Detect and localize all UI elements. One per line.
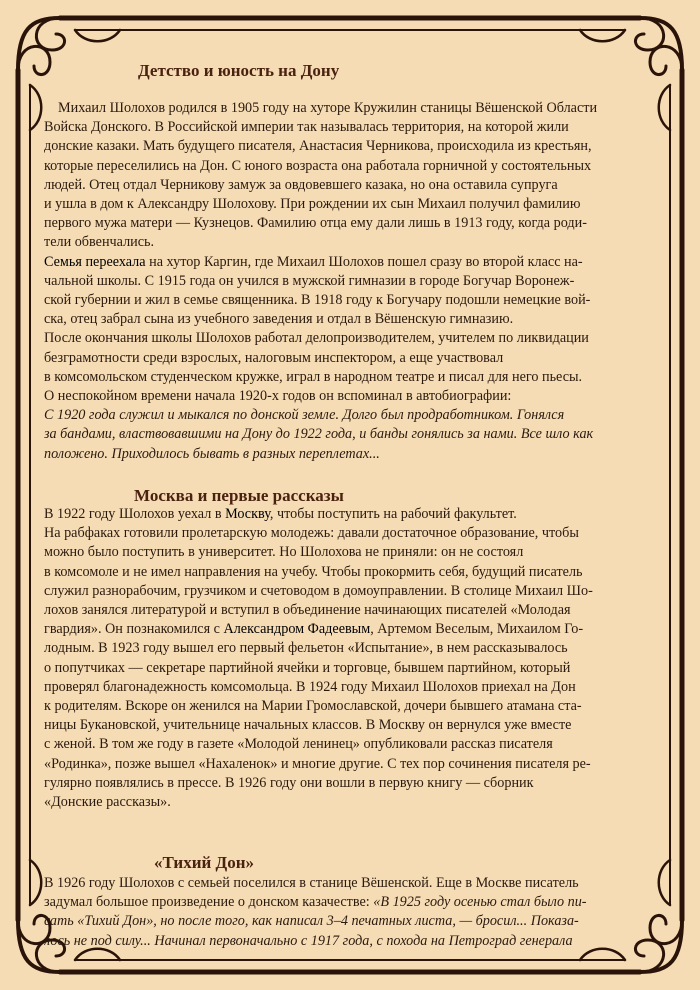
text-line: в комсомольском студенческом кружке, играл в народном театре и писал для него пьесы. (44, 368, 583, 385)
text-line: первого мужа матери — Кузнецов. Фамилию отца ему дали лишь в 1913 году, когда роди- (44, 215, 587, 232)
text-line: в комсомоле и не имел направления на учебу. Чтобы прокормить себя, будущий писатель (44, 563, 583, 580)
section-heading-moscow: Москва и первые рассказы (134, 486, 344, 505)
text-line: чальной школы. С 1915 года он учился в мужской гимназии в городе Богучар Воронеж- (44, 272, 575, 289)
text-line: тели обвенчались. (44, 234, 155, 251)
family-moved-link[interactable]: Семья переехала (44, 253, 146, 270)
text-line: После окончания школы Шолохов работал делопроизводителем, учителем по ликвидации (44, 330, 589, 347)
text-line: безграмотности среди взрослых, налоговым инспектором, а еще участвовал (44, 349, 504, 366)
text-line: ницы Букановской, учительнице начальных классов. В Москву он вернулся уже вместе (44, 717, 572, 734)
text-line: лохов занялся литературой и вступил в объединение начинающих писателей «Молодая (44, 602, 571, 619)
text-fragment: гвардия». Он познакомился с (44, 621, 220, 638)
text-fragment: , чтобы поступить на рабочий факультет. (269, 506, 517, 522)
text-line: служил разнорабочим, грузчиком и счетоводом в домоуправлении. В столице Михаил Шо- (44, 582, 593, 599)
text-line: к родителям. Вскоре он женился на Марии Громославской, дочери бывшего атамана ста- (44, 698, 582, 715)
section-heading-childhood: Детство и юность на Дону (138, 61, 340, 80)
text-line: донские казаки. Мать будущего писателя, Анастасия Черникова, происходила из крестьян, (44, 138, 592, 155)
text-line: лодным. В 1923 году вышел его первый фельетон «Испытание», в нем рассказывалось (44, 640, 568, 657)
text-line: с женой. В том же году в газете «Молодой ленинец» опубликовали рассказ писателя (44, 736, 553, 753)
text-line: ска, отец забрал сына из учебного заведения и отдал в Вёшенскую гимназию. (44, 311, 514, 328)
section-quiet-don-text (44, 874, 684, 951)
text-fragment: задумал большое произведение о донском казачестве: (44, 894, 370, 911)
text-line: гулярно появлялись в прессе. В 1926 году они вошли в первую книгу — сборник (44, 774, 534, 791)
fadeev-link[interactable]: Александром Фадеевым (223, 621, 371, 638)
text-line: На рабфаках готовили пролетарскую молодежь: давали достаточное образование, чтобы (44, 525, 579, 542)
text-line (44, 620, 684, 639)
quote-line: положено. Приходилось бывать в разных переплетах... (44, 445, 380, 462)
quote-line: сать «Тихий Дон», но после того, как написал 3–4 печатных листа, — бросил... Показа- (44, 913, 579, 930)
text-line (44, 253, 684, 272)
text-line: «Донские рассказы». (44, 794, 171, 811)
text-line: ской губернии и жил в семье священника. В 1918 году к Богучару подошли немецкие вой- (44, 292, 591, 309)
text-fragment: , Артемом Веселым, Михаилом Го- (370, 621, 584, 638)
text-line: Войска Донского. В Российской империи так называлась территория, на которой жили (44, 119, 569, 136)
quote-line: лось не под силу... Начинал первоначально с 1917 года, с похода на Петроград генерала (44, 932, 573, 949)
text-line: которые переселились на Дон. С юного возраста она работала горничной у состоятельных (44, 157, 592, 174)
section-childhood-text (44, 99, 684, 464)
text-fragment: на хутор Каргин, где Михаил Шолохов пошел сразу во второй класс на- (149, 253, 583, 270)
text-line: О неспокойном времени начала 1920-х годов он вспоминал в автобиографии: (44, 388, 512, 405)
content-page (44, 56, 684, 956)
moscow-link[interactable]: Москву (225, 506, 270, 522)
section-heading-quiet-don: «Тихий Дон» (154, 853, 255, 872)
text-line: людей. Отец отдал Черникову замуж за овдовевшего казака, но она оставила супруга (44, 176, 558, 193)
text-line: «Родинка», позже вышел «Нахаленок» и многие другие. С тех пор сочинения писателя ре- (44, 755, 591, 772)
text-line (44, 893, 684, 912)
section-moscow-text (44, 505, 684, 812)
text-fragment: В 1922 году Шолохов уехал в (44, 506, 222, 522)
text-line (44, 505, 684, 524)
text-line: можно было поступить в университет. Но Шолохова не приняли: он не состоял (44, 544, 524, 561)
text-line: о попутчиках — секретаре партийной ячейки и торговце, бывшем партийном, который (44, 659, 571, 676)
quote-line: С 1920 года служил и мыкался по донской земле. Долго был продработником. Гонялся (44, 407, 565, 424)
text-line: проверял благонадежность комсомольца. В 1924 году Михаил Шолохов приехал на Дон (44, 678, 576, 695)
quote-fragment: «В 1925 году осенью стал было пи- (373, 894, 587, 911)
text-line: Михаил Шолохов родился в 1905 году на хуторе Кружилин станицы Вёшенской Области (58, 100, 598, 116)
text-line: В 1926 году Шолохов с семьей поселился в станице Вёшенской. Еще в Москве писатель (44, 875, 579, 891)
text-line: и ушла в дом к Александру Шолохову. При рождении их сын Михаил получил фамилию (44, 196, 581, 213)
quote-line: за бандами, властвовавшими на Дону до 1922 года, и банды гонялись за нами. Все шло как (44, 426, 594, 443)
